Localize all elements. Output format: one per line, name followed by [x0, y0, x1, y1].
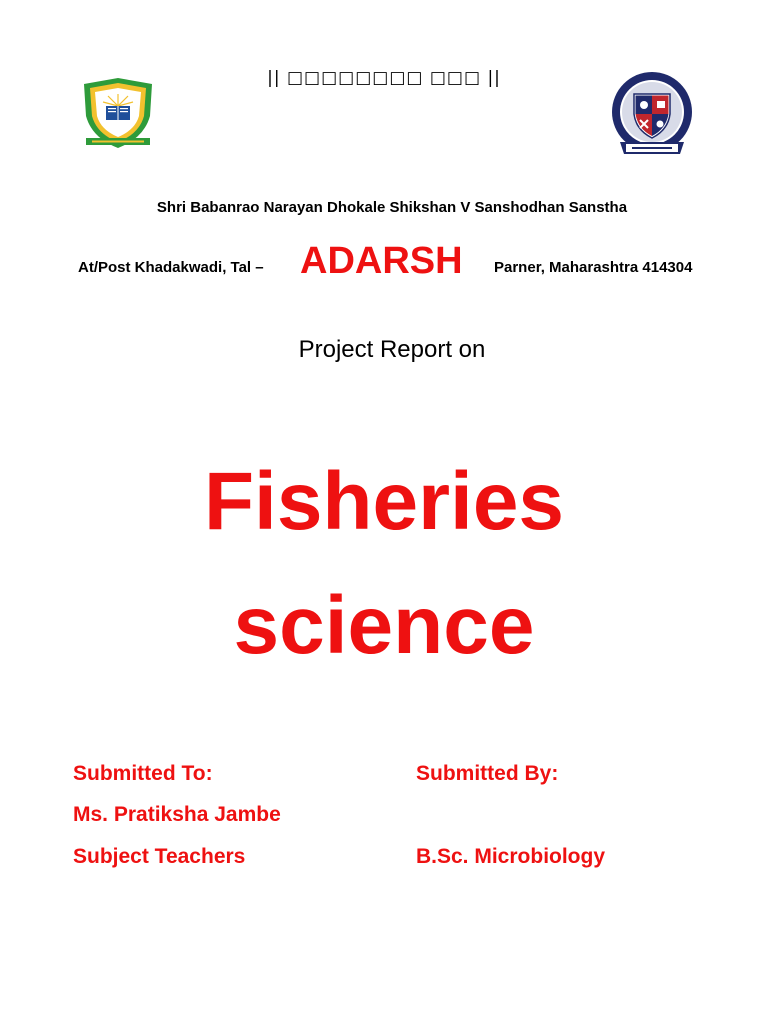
submitted-by-label: Submitted By: [416, 762, 559, 785]
address-left: At/Post Khadakwadi, Tal – [78, 259, 264, 276]
submitted-to-role: Subject Teachers [73, 845, 246, 868]
report-title [0, 440, 768, 688]
submitted-by-course: B.Sc. Microbiology [416, 845, 606, 868]
submitted-to-label: Submitted To: [73, 762, 213, 785]
report-title-line-1: Fisheries [203, 456, 565, 547]
school-shield-logo-icon [78, 76, 158, 152]
report-intro: Project Report on [298, 336, 486, 363]
institution-name: Shri Babanrao Narayan Dhokale Shikshan V Sanshodhan Sanstha [156, 199, 628, 216]
submitted-to-name: Ms. Pratiksha Jambe [73, 803, 281, 826]
invocation-verse: || □□□□□□□□ □□□ || [267, 68, 501, 88]
report-title-line-2: science [233, 580, 535, 671]
university-seal-logo-icon [606, 68, 698, 162]
address-right: Parner, Maharashtra 414304 [494, 259, 693, 276]
college-brand-name: ADARSH [300, 240, 463, 282]
